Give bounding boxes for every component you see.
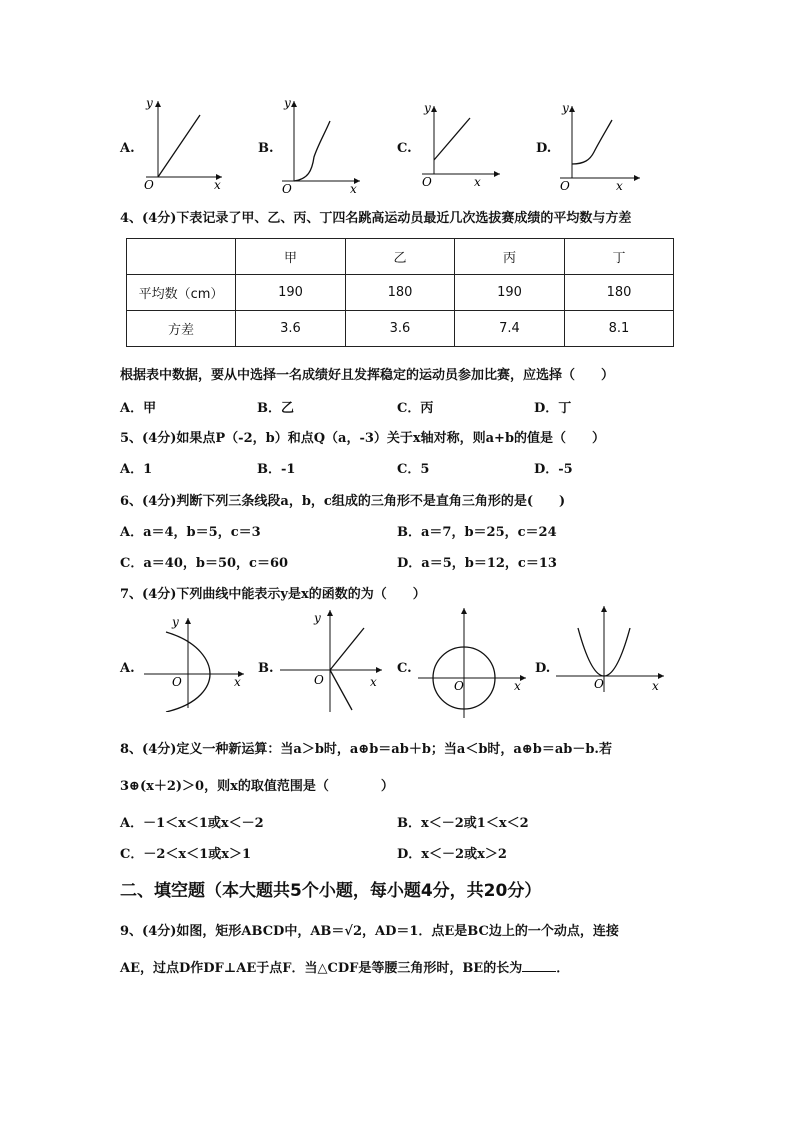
q6-option-a: A．a＝4，b＝5，c＝3 (120, 525, 261, 540)
q6-text: 6、(4分)判断下列三条线段a，b，c组成的三角形不是直角三角形的是( ) (120, 494, 566, 509)
q3-graph-b (278, 93, 368, 197)
x-label: x (214, 178, 221, 192)
x-label: x (234, 675, 241, 689)
table-row (127, 275, 674, 311)
q7-option-d-label: D. (535, 661, 551, 676)
q6-option-b: B．a＝7，b＝25，c＝24 (397, 525, 557, 540)
q4-option-d: D．丁 (534, 401, 572, 416)
origin-label: O (314, 673, 324, 687)
q8-option-b: B．x＜－2或1＜x＜2 (397, 816, 529, 831)
q3-option-c-label: C. (397, 141, 412, 156)
q6-option-c: C．a＝40，b＝50，c＝60 (120, 556, 289, 571)
origin-label: O (282, 182, 292, 196)
table-cell: 平均数（cm） (127, 275, 236, 311)
origin-label: O (594, 677, 604, 691)
q4-question: 根据表中数据，要从中选择一名成绩好且发挥稳定的运动员参加比赛，应选择（ ） (120, 368, 615, 383)
table-cell: 180 (346, 275, 455, 311)
q3-graph-c (418, 98, 508, 190)
curve (330, 628, 364, 670)
q8-option-a: A．－1＜x＜1或x＜－2 (120, 816, 264, 831)
q9-line2-wrap (120, 957, 569, 976)
q8-line2: 3⊕(x＋2)＞0，则x的取值范围是（ ） (120, 779, 394, 794)
x-label: x (514, 679, 521, 693)
table-cell: 8.1 (565, 311, 674, 347)
table-cell: 乙 (346, 239, 455, 275)
q9-line2-end: ． (556, 961, 570, 976)
answer-blank[interactable] (522, 959, 556, 972)
q7-option-a-label: A. (120, 661, 135, 676)
q5-text: 5、(4分)如果点P（-2，b）和点Q（a，-3）关于x轴对称，则a+b的值是（ ） (120, 431, 606, 446)
y-label: y (284, 96, 291, 110)
table-cell: 3.6 (236, 311, 346, 347)
table-cell: 丁 (565, 239, 674, 275)
q8-option-c: C．－2＜x＜1或x＞1 (120, 847, 251, 862)
origin-label: O (144, 178, 154, 192)
curve (294, 121, 330, 181)
q4-option-a: A．甲 (120, 401, 157, 416)
table-cell: 方差 (127, 311, 236, 347)
q7-graph-c (414, 604, 530, 720)
q4-table (126, 238, 674, 347)
origin-label: O (454, 679, 464, 693)
curve (158, 115, 200, 177)
q9-line1: 9、(4分)如图，矩形ABCD中，AB＝√2，AD＝1．点E是BC边上的一个动点，连接 (120, 924, 619, 939)
q7-graph-a (140, 612, 250, 712)
y-label: y (424, 101, 431, 115)
origin-label: O (422, 175, 432, 189)
y-label: y (146, 96, 153, 110)
q7-graph-d (552, 602, 668, 694)
table-cell: 3.6 (346, 311, 455, 347)
q5-option-b: B．-1 (257, 462, 296, 477)
table-cell: 190 (236, 275, 346, 311)
q9-line2: AE，过点D作DF⊥AE于点F．当△CDF是等腰三角形时，BE的长为 (120, 961, 523, 976)
q4-option-c: C．丙 (397, 401, 434, 416)
q3-option-d-label: D. (536, 141, 552, 156)
table-cell: 190 (455, 275, 565, 311)
curve (330, 670, 352, 710)
q4-option-b: B．乙 (257, 401, 294, 416)
x-label: x (652, 679, 659, 693)
curve (434, 118, 470, 160)
y-label: y (314, 611, 321, 625)
y-label: y (172, 615, 179, 629)
table-cell: 甲 (236, 239, 346, 275)
table-header-row (127, 239, 674, 275)
table-cell: 180 (565, 275, 674, 311)
q3-graph-a (140, 93, 230, 193)
table-cell (127, 239, 236, 275)
x-label: x (474, 175, 481, 189)
y-label: y (562, 101, 569, 115)
q7-option-c-label: C. (397, 661, 412, 676)
q8-option-d: D．x＜－2或x＞2 (397, 847, 507, 862)
origin-label: O (560, 179, 570, 192)
q3-option-a-label: A. (120, 141, 135, 156)
x-label: x (616, 179, 623, 192)
table-cell: 7.4 (455, 311, 565, 347)
x-label: x (370, 675, 377, 689)
curve (572, 120, 612, 164)
q7-graph-b (278, 604, 388, 714)
table-cell: 丙 (455, 239, 565, 275)
q5-option-d: D．-5 (534, 462, 573, 477)
q3-option-b-label: B. (258, 141, 274, 156)
q8-line1: 8、(4分)定义一种新运算：当a＞b时，a⊕b＝ab＋b；当a＜b时，a⊕b＝ab－b.若 (120, 742, 612, 757)
q6-option-d: D．a＝5，b＝12，c＝13 (397, 556, 557, 571)
section-heading: 二、填空题（本大题共5个小题，每小题4分，共20分） (120, 881, 542, 901)
q7-option-b-label: B. (258, 661, 274, 676)
q3-graph-d (556, 98, 646, 192)
q5-option-a: A．1 (120, 462, 153, 477)
q4-text: 4、(4分)下表记录了甲、乙、丙、丁四名跳高运动员最近几次选拔赛成绩的平均数与方差 (120, 211, 632, 226)
origin-label: O (172, 675, 182, 689)
q5-option-c: C．5 (397, 462, 430, 477)
x-label: x (350, 182, 357, 196)
q7-text: 7、(4分)下列曲线中能表示y是x的函数的为（ ） (120, 587, 426, 602)
table-row (127, 311, 674, 347)
